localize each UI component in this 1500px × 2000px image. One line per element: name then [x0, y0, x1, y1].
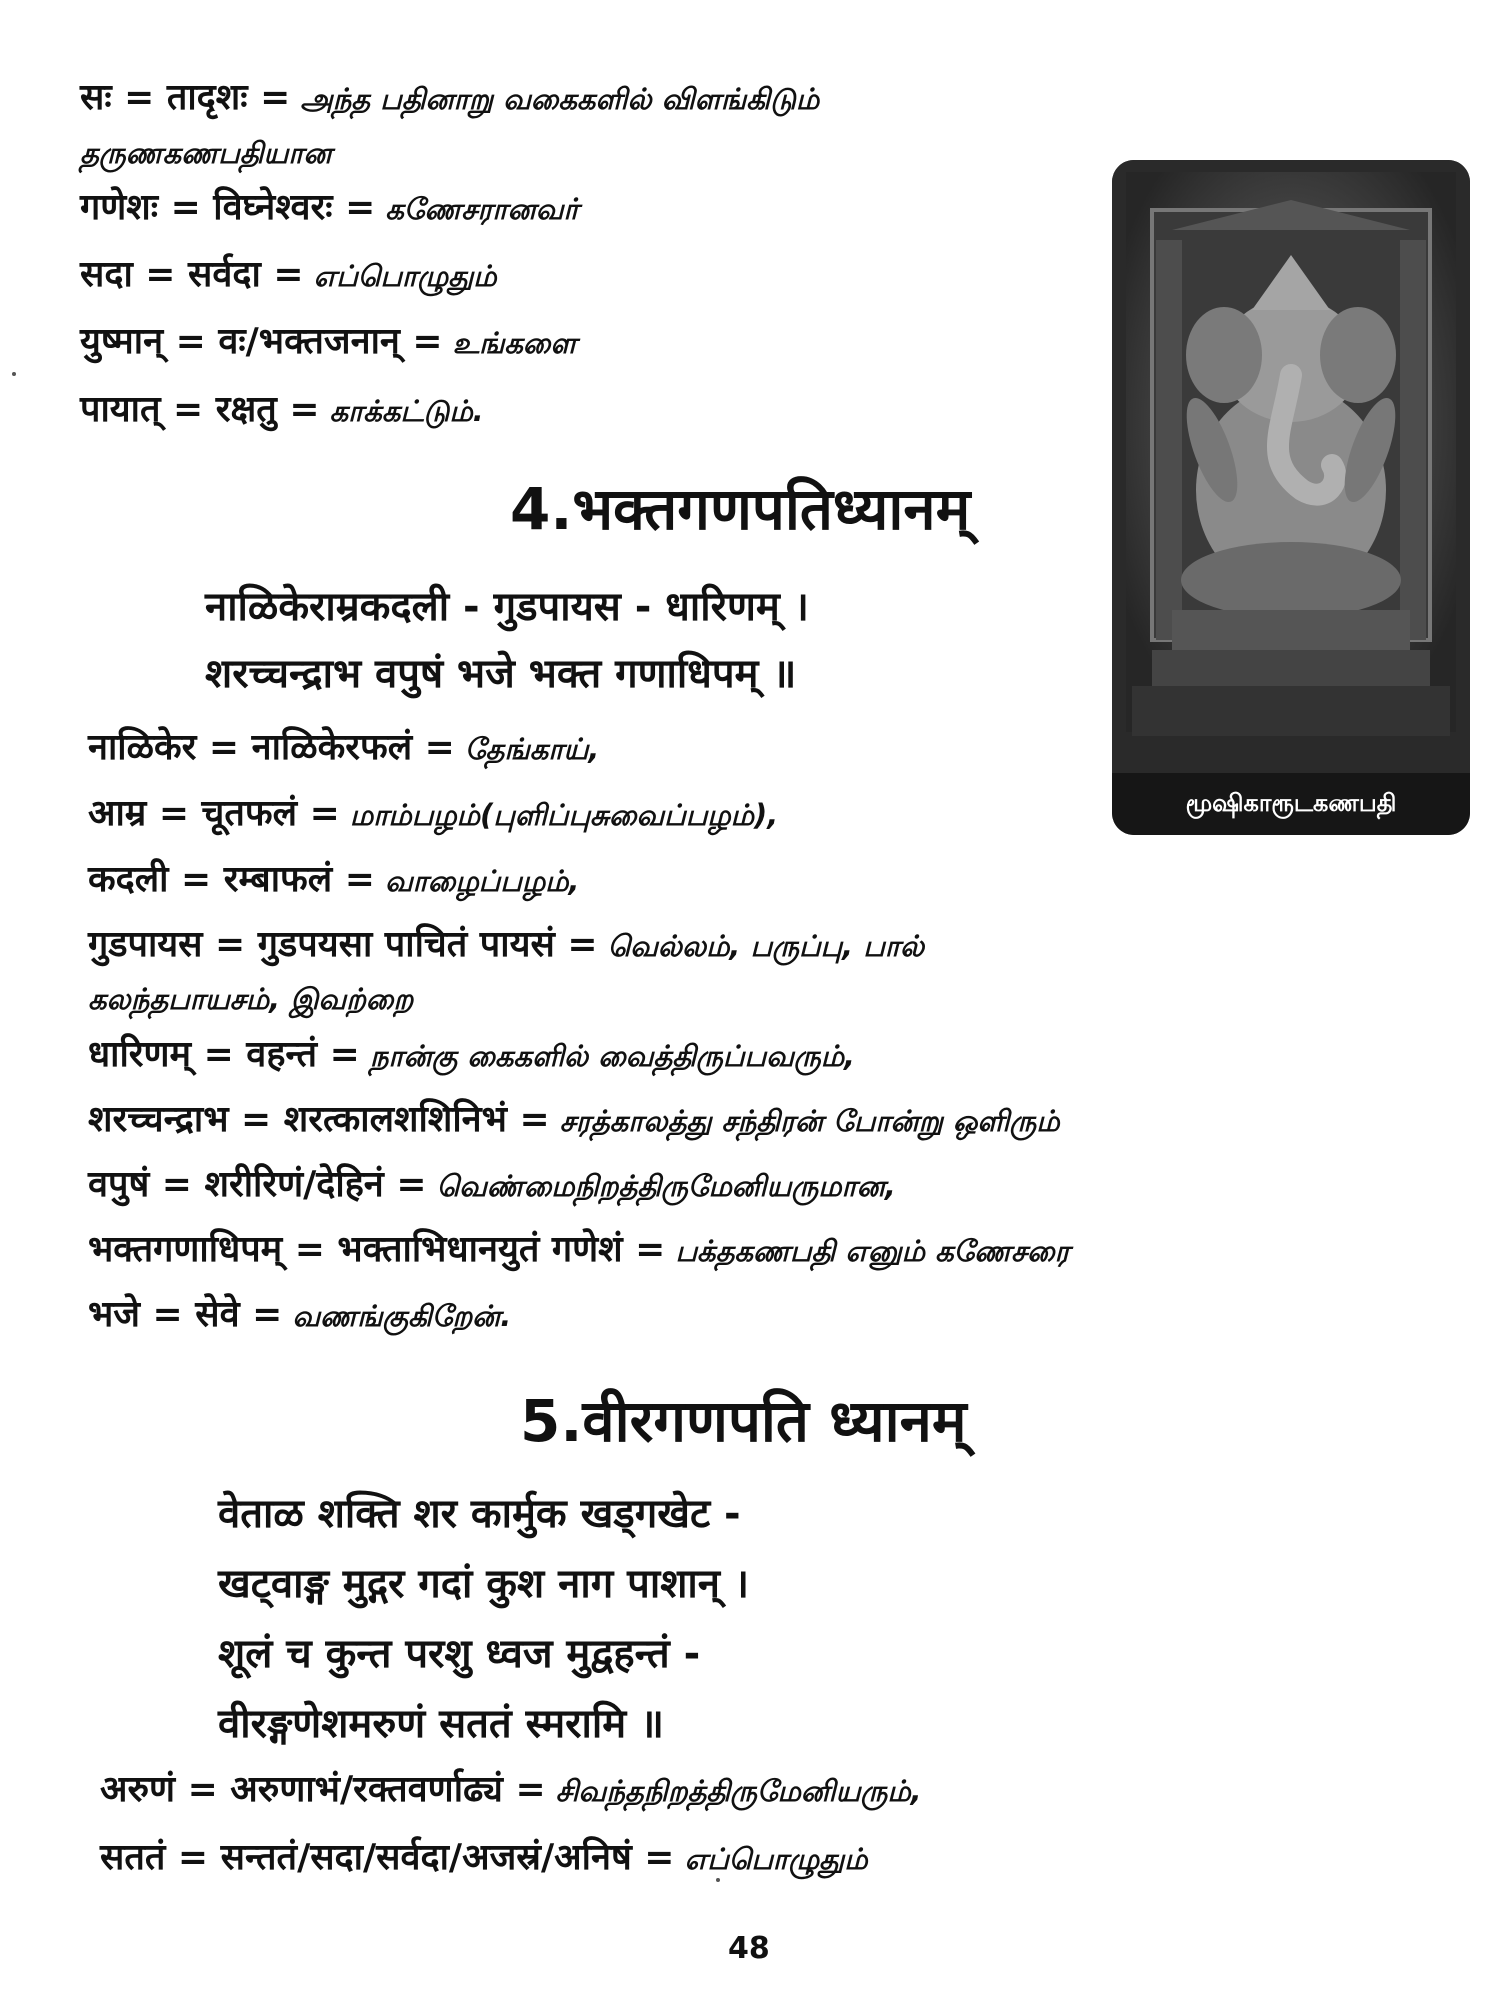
sanskrit-term: सः = तादृशः = [80, 77, 291, 118]
verse-line: नाळिकेराम्रकदली - गुडपायस - धारिणम् । [205, 584, 809, 630]
gloss-line [88, 1035, 855, 1075]
gloss-line [88, 794, 778, 834]
sanskrit-term: सदा = सर्वदा = [80, 254, 304, 295]
sanskrit-term: पायात् = रक्षतु = [80, 389, 320, 430]
photo-caption: மூஷிகாரூடகணபதி [1112, 773, 1470, 835]
tamil-meaning: எப்பொழுதும் [674, 1842, 868, 1876]
sanskrit-term: कदली = रम्बाफलं = [88, 859, 375, 900]
verse-line: शरच्चन्द्राभ वपुषं भजे भक्त गणाधिपम् ॥ [205, 651, 797, 697]
sanskrit-term: सततं = सन्ततं/सदा/सर्वदा/अजस्रं/अनिषं = [100, 1837, 675, 1878]
tamil-meaning: சிவந்தநிறத்திருமேனியரும், [545, 1774, 922, 1808]
gloss-line [100, 1770, 922, 1810]
tamil-meaning: சரத்காலத்து சந்திரன் போன்று ஒளிரும் [549, 1104, 1060, 1138]
tamil-meaning: கணேசரானவர் [375, 192, 579, 226]
gloss-line [80, 78, 819, 118]
gloss-line [88, 860, 580, 900]
sanskrit-term: गुडपायस = गुडपयसा पाचितं पायसं = [88, 924, 598, 965]
scan-speck [716, 1878, 720, 1882]
sanskrit-term: धारिणम् = वहन्तं = [88, 1034, 360, 1075]
gloss-line [88, 728, 599, 768]
sanskrit-term: शरच्चन्द्राभ = शरत्कालशशिनिभं = [88, 1099, 550, 1140]
tamil-meaning: உங்களை [442, 326, 577, 360]
tamil-meaning: வணங்குகிறேன். [282, 1299, 512, 1333]
sanskrit-term: वपुषं = शरीरिणं/देहिनं = [88, 1164, 427, 1205]
tamil-meaning: கலந்தபாயசம், இவற்றை [88, 982, 414, 1016]
section-title: 5.वीरगणपति ध्यानम् [520, 1387, 967, 1455]
gloss-line [80, 255, 497, 295]
gloss-line [88, 978, 413, 1018]
tamil-meaning: அந்த பதினாறு வகைகளில் விளங்கிடும் [290, 82, 820, 116]
gloss-line [88, 1100, 1060, 1140]
sculpture-image [1112, 160, 1470, 773]
sanskrit-term: गणेशः = विघ्नेश्वरः = [80, 187, 376, 228]
ganapati-sculpture-photo [1112, 160, 1470, 835]
gloss-line [88, 925, 924, 965]
tamil-meaning: நான்கு கைகளில் வைத்திருப்பவரும், [359, 1039, 856, 1073]
section-title: 4.भक्तगणपतिध्यानम् [510, 475, 971, 543]
verse-line: वेताळ शक्ति शर कार्मुक खड्गखेट - [218, 1491, 741, 1537]
gloss-line [80, 390, 484, 430]
sanskrit-term: युष्मान् = वः/भक्तजनान् = [80, 321, 443, 362]
tamil-meaning: வாழைப்பழம், [374, 864, 580, 898]
sanskrit-term: भक्तगणाधिपम् = भक्ताभिधानयुतं गणेशं = [88, 1229, 666, 1270]
tamil-meaning: தேங்காய், [454, 732, 600, 766]
gloss-line [88, 1295, 511, 1335]
gloss-line [80, 322, 577, 362]
scan-speck [12, 372, 16, 376]
tamil-meaning: மாம்பழம்(புளிப்புசுவைப்பழம்), [339, 798, 779, 832]
gloss-line [88, 1165, 896, 1205]
gloss-line [100, 1838, 868, 1878]
tamil-meaning: பக்தகணபதி எனும் கணேசரை [665, 1234, 1070, 1268]
gloss-line [80, 188, 579, 228]
sanskrit-term: आम्र = चूतफलं = [88, 793, 340, 834]
page-number: 48 [728, 1931, 770, 1966]
sanskrit-term: अरुणं = अरुणाभं/रक्तवर्णाढ्यं = [100, 1769, 546, 1810]
sanskrit-term: नाळिकेर = नाळिकेरफलं = [88, 727, 455, 768]
tamil-meaning: வெண்மைநிறத்திருமேனியருமான, [426, 1169, 896, 1203]
gloss-line [80, 132, 332, 172]
verse-line: वीरङ्गणेशमरुणं सततं स्मरामि ॥ [218, 1701, 665, 1747]
gloss-line [88, 1230, 1070, 1270]
verse-line: शूलं च कुन्त परशु ध्वज मुद्वहन्तं - [218, 1631, 701, 1677]
sanskrit-term: भजे = सेवे = [88, 1294, 283, 1335]
verse-line: खट्वाङ्ग मुद्गर गदां कुश नाग पाशान् । [218, 1561, 750, 1607]
tamil-meaning: தருணகணபதியான [80, 136, 332, 170]
tamil-meaning: காக்கட்டும். [319, 394, 484, 428]
tamil-meaning: எப்பொழுதும் [303, 259, 497, 293]
tamil-meaning: வெல்லம், பருப்பு, பால் [597, 929, 925, 963]
